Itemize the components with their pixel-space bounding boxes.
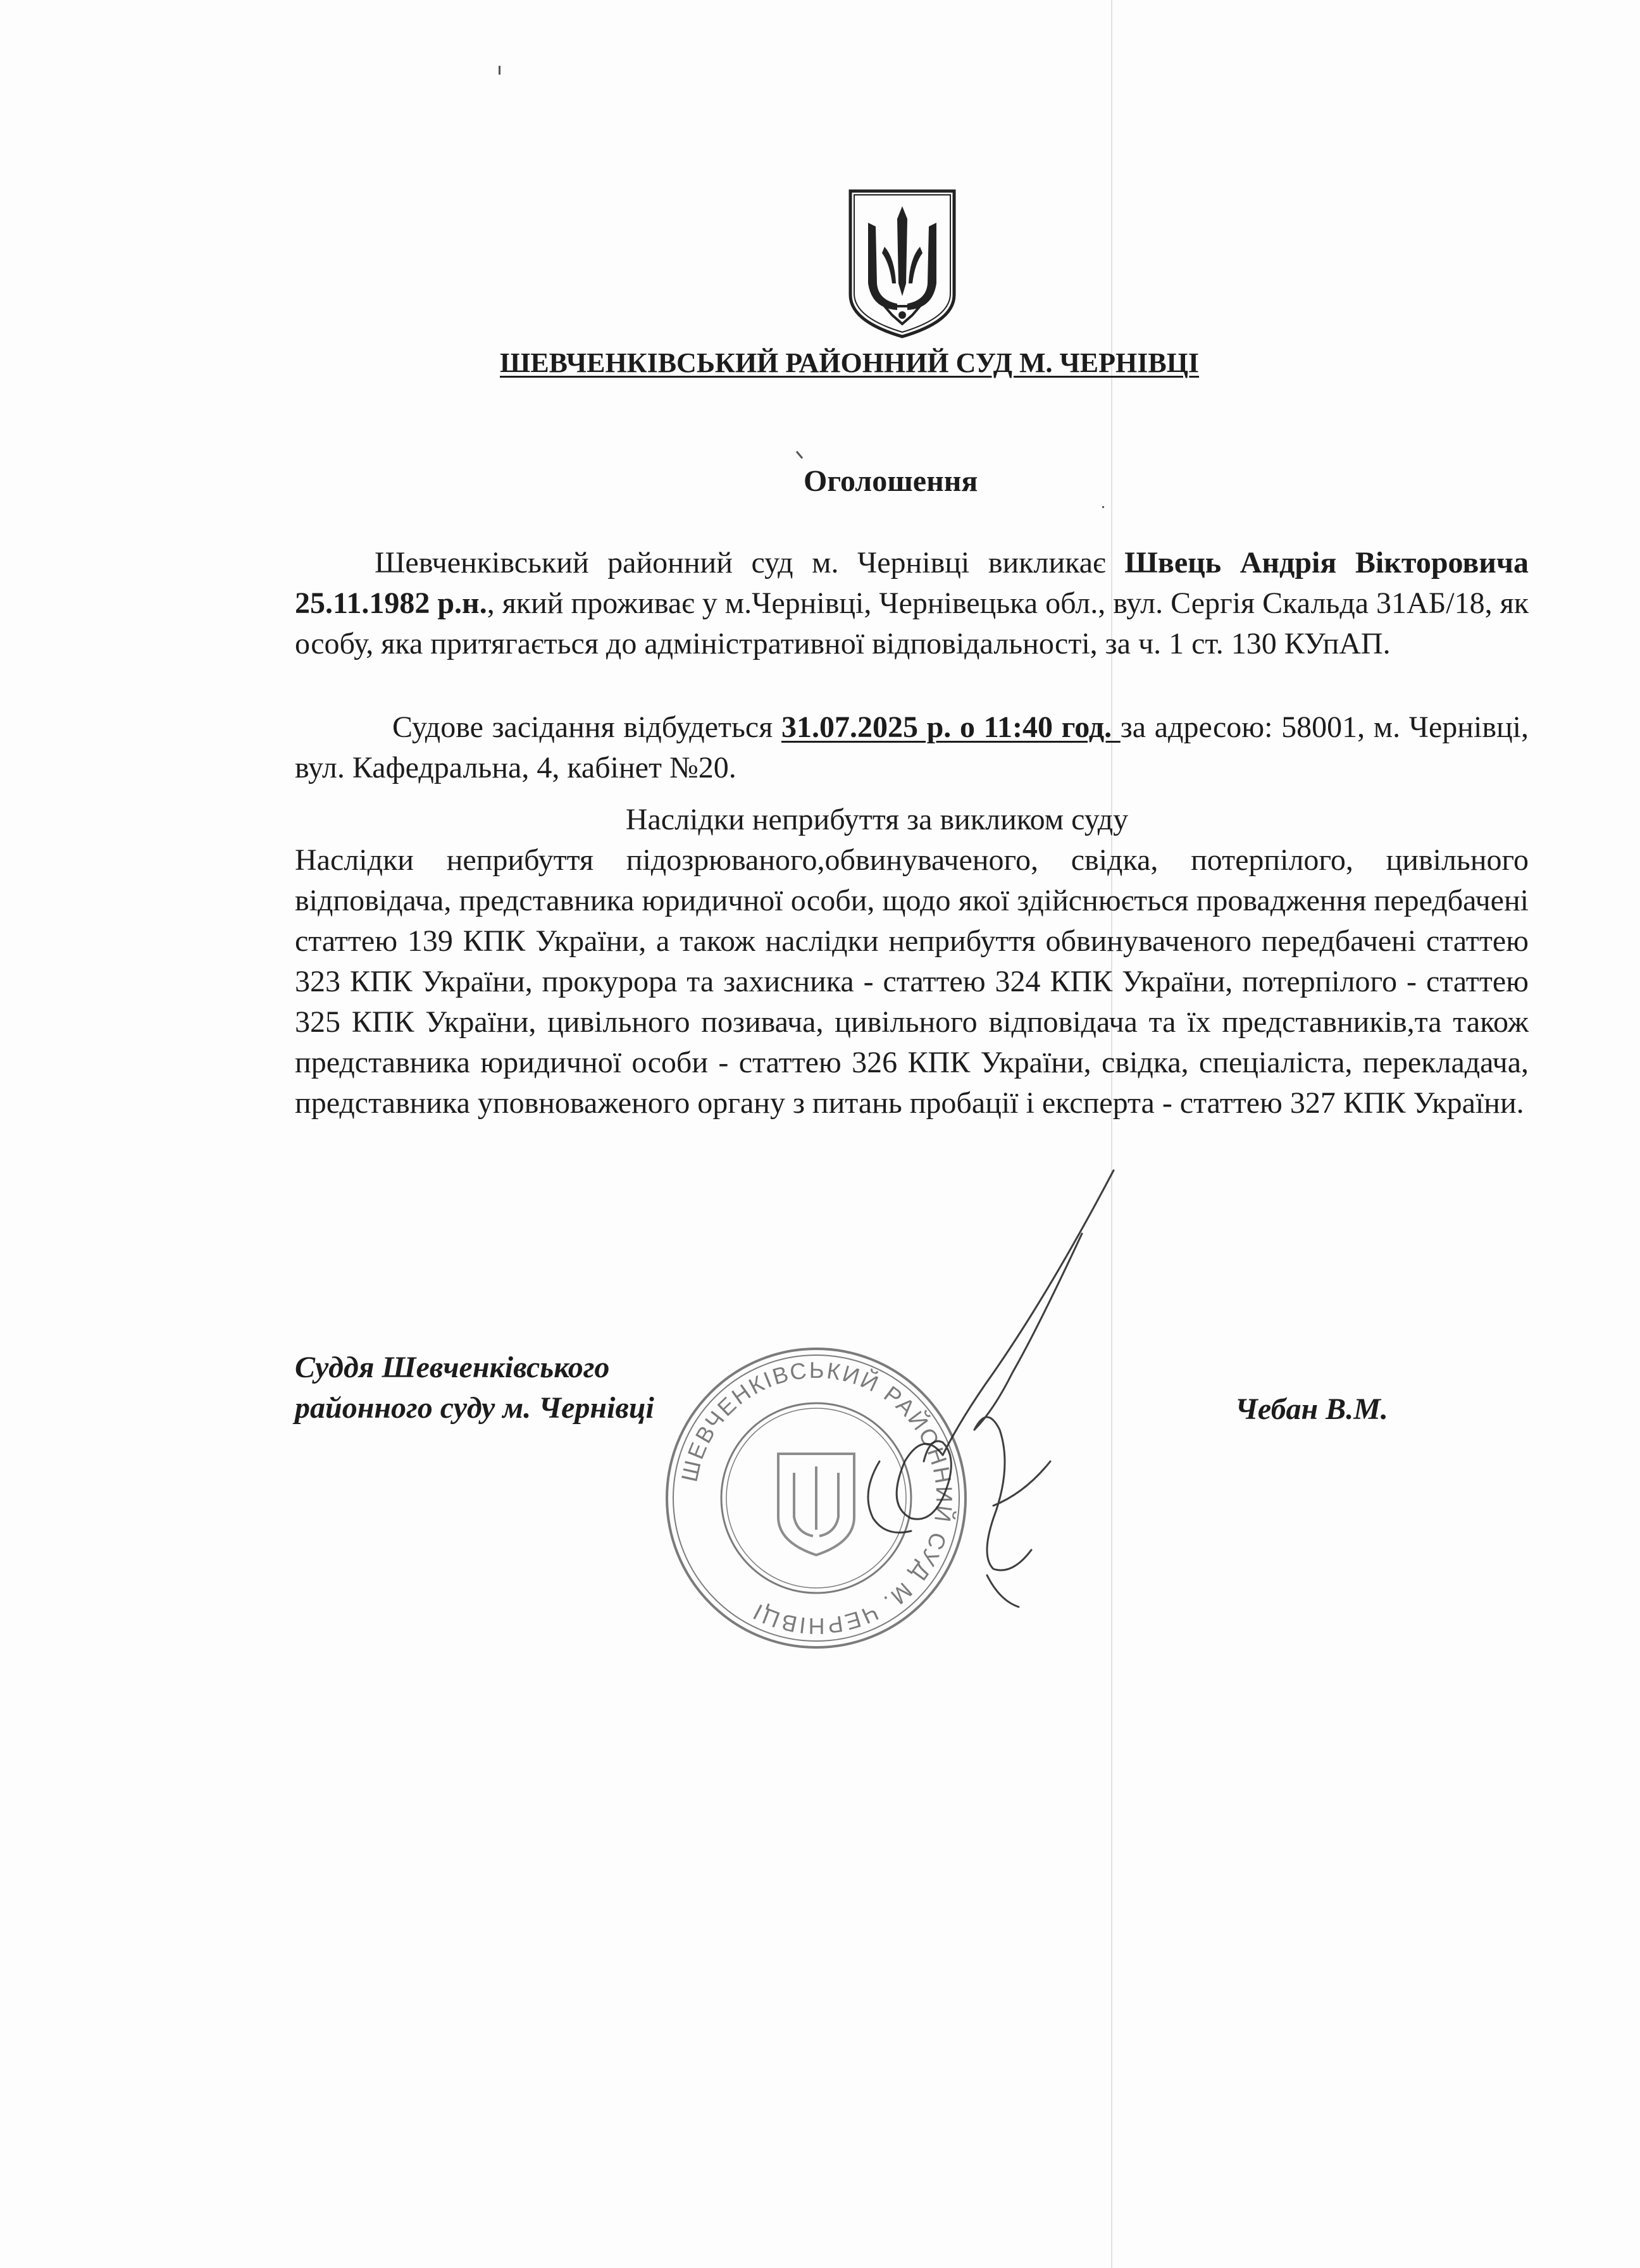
scan-speck <box>499 66 500 75</box>
scan-artifact-line <box>1111 0 1112 2268</box>
summons-paragraph <box>295 543 1529 664</box>
consequences-title: Наслідки неприбуття за викликом суду <box>625 803 1129 836</box>
seal-text: ШЕВЧЕНКІВСЬКИЙ РАЙОННИЙ СУД М. ЧЕРНІВЦІ <box>676 1356 958 1640</box>
summons-intro: Шевченківський районний суд м. Чернівці викликає <box>375 546 1125 579</box>
announcement-heading: Оголошення <box>804 464 978 498</box>
judge-name: Чебан В.М. <box>1235 1392 1388 1426</box>
hearing-intro: Судове засідання відбудеться <box>392 710 781 744</box>
consequences-paragraph: Наслідки неприбуття підозрюваного,обвинуваченого, свідка, потерпілого, цивільного відповідача, представника юридичної особи, щодо якої здійснюється провадження передбачені статтею 139 КПК України, а також наслідки неприбуття обвинуваченого передбачені статтею 323 КПК України, прокурора та захисника - статтею 324 КПК України, потерпілого - статтею 325 КПК України, цивільного позивача, цивільного відповідача та їх представників,та також представника юридичної особи - статтею 326 КПК України, свідка, спеціаліста, перекладача, представника уповноваженого органу з питань пробації і експерта - статтею 327 КПК України. <box>295 843 1529 1120</box>
hearing-paragraph <box>295 707 1529 788</box>
summons-details: , який проживає у м.Чернівці, Чернівецька обл., вул. Сергія Скальда 31АБ/18, як особу, яка притягається до адміністративної відповідальності, за ч. 1 ст. 130 КУпАП. <box>295 586 1529 660</box>
hearing-address: за адресою: 58001, м. Чернівці, вул. Кафедральна, 4, кабінет №20. <box>295 710 1529 784</box>
judge-title <box>295 1348 654 1428</box>
scan-speck <box>796 451 803 459</box>
judge-title-line: районного суду м. Чернівці <box>295 1391 654 1425</box>
judge-title-line: Суддя Шевченківського <box>295 1351 610 1384</box>
trident-emblem-icon <box>847 189 958 339</box>
judge-signature <box>785 1164 1139 1620</box>
court-name-header: ШЕВЧЕНКІВСЬКИЙ РАЙОННИЙ СУД М. ЧЕРНІВЦІ <box>500 347 1200 378</box>
scan-speck <box>1102 506 1104 508</box>
summoned-person: Швець Андрія Вікторовича 25.11.1982 р.н. <box>295 546 1529 620</box>
hearing-datetime: 31.07.2025 р. о 11:40 год. <box>781 710 1121 744</box>
